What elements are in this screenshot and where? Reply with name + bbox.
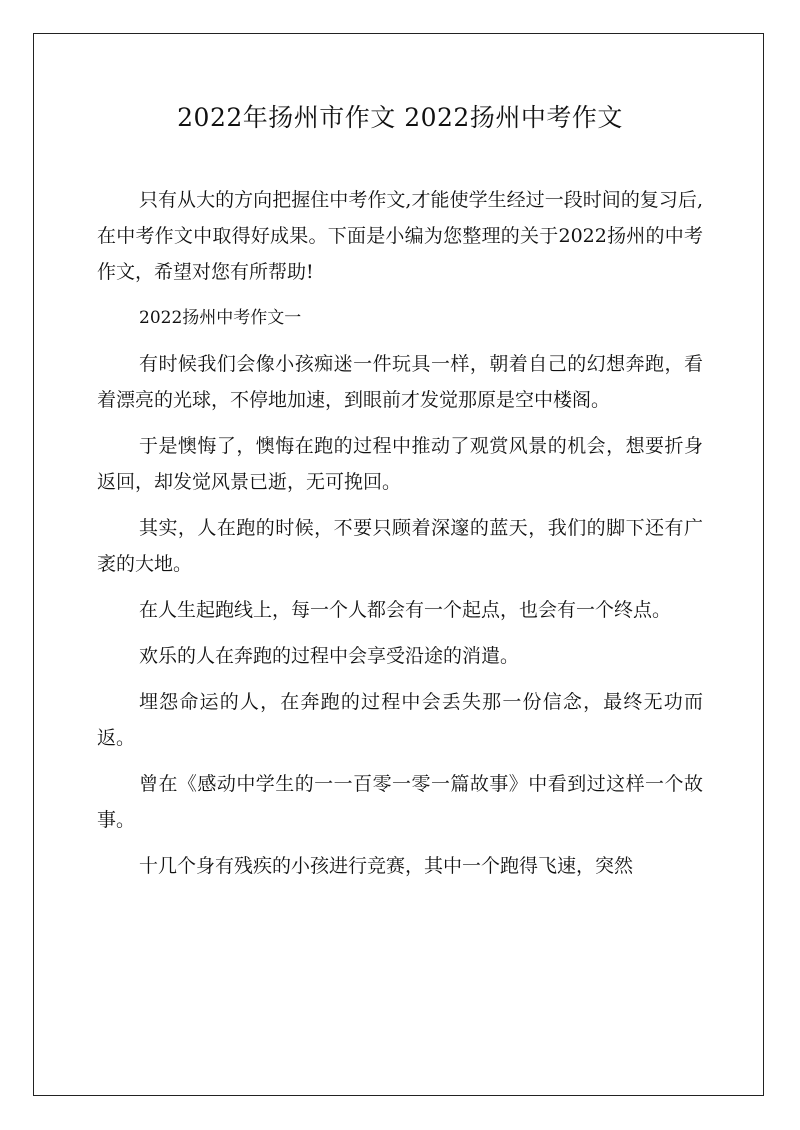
paragraph: 在人生起跑线上，每一个人都会有一个起点，也会有一个终点。 [139, 599, 672, 621]
paragraph-intro: 只有从大的方向把握住中考作文,才能使学生经过一段时间的复习后,在中考作文中取得好成果。下面是小编为您整理的关于2022扬州的中考作文，希望对您有所帮助! [97, 189, 703, 283]
document-body [97, 182, 703, 894]
paragraph: 其实，人在跑的时候，不要只顾着深邃的蓝天，我们的脚下还有广袤的大地。 [97, 517, 703, 575]
paragraph: 曾在《感动中学生的一一百零一零一篇故事》中看到过这样一个故事。 [97, 773, 703, 831]
paragraph: 十几个身有残疾的小孩进行竞赛，其中一个跑得飞速，突然 [139, 855, 634, 877]
paragraph: 欢乐的人在奔跑的过程中会享受沿途的消遣。 [139, 645, 520, 667]
paragraph: 于是懊悔了，懊悔在跑的过程中推动了观赏风景的机会，想要折身返回，却发觉风景已逝，无可挽回。 [97, 435, 703, 493]
paragraph: 埋怨命运的人，在奔跑的过程中会丢失那一份信念，最终无功而返。 [97, 691, 703, 749]
paragraph: 有时候我们会像小孩痴迷一件玩具一样，朝着自己的幻想奔跑，看着漂亮的光球，不停地加速，到眼前才发觉那原是空中楼阁。 [97, 353, 703, 411]
document-title: 2022年扬州市作文 2022扬州中考作文 [177, 103, 623, 132]
section-heading: 2022扬州中考作文一 [139, 308, 302, 328]
